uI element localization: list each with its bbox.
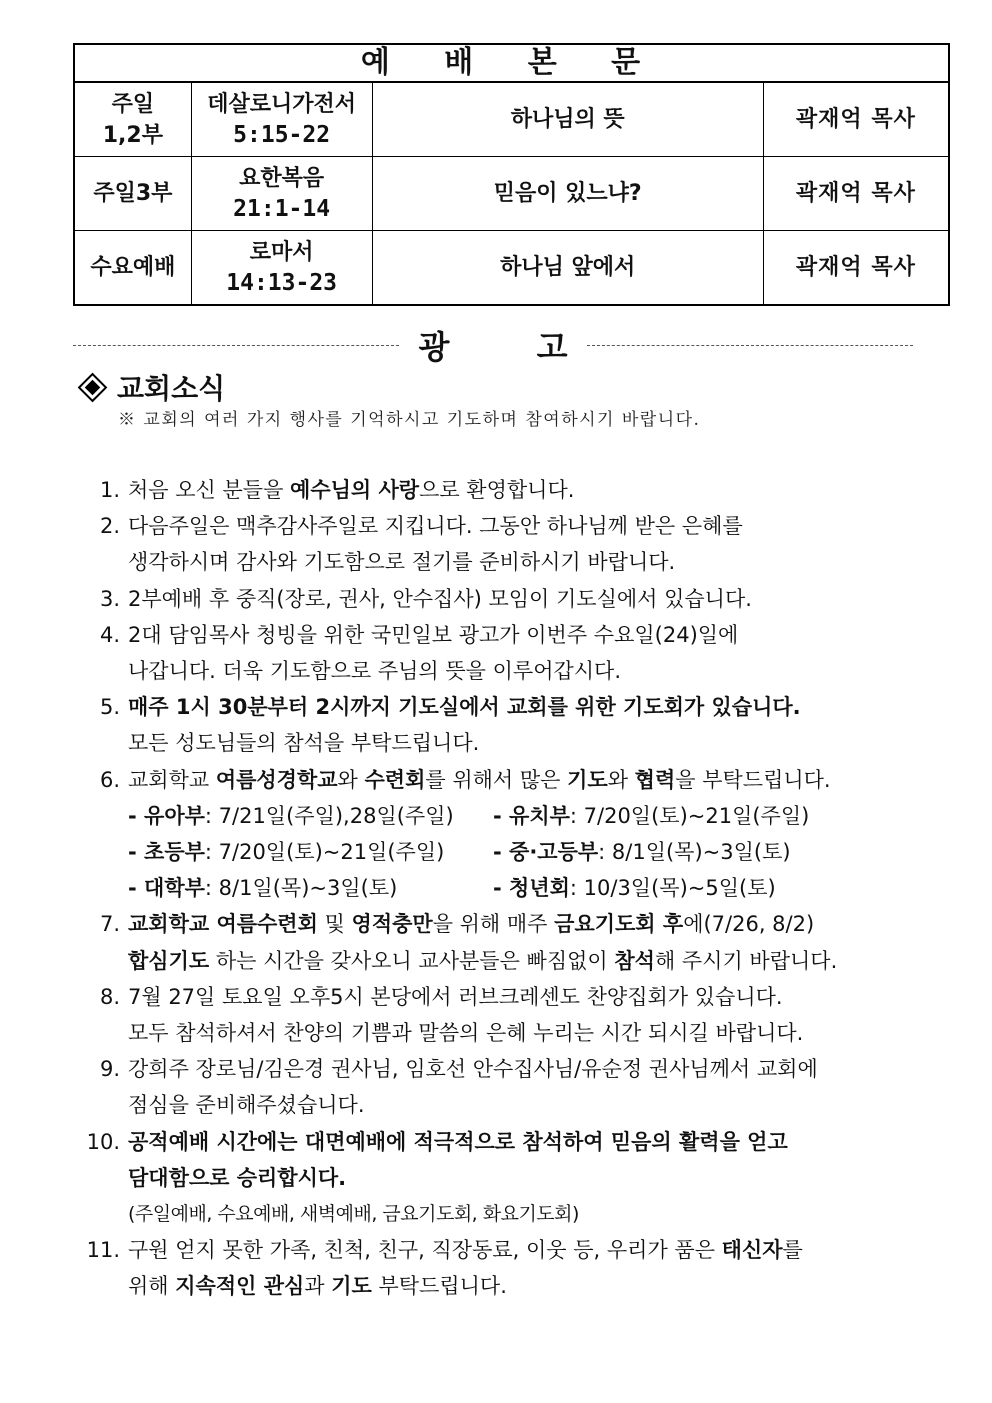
announcement-title: 광 고 bbox=[418, 328, 606, 366]
divider bbox=[587, 345, 913, 346]
sermon-row-wednesday bbox=[74, 231, 949, 306]
scripture-reference: 요한복음 21:1-14 bbox=[191, 157, 372, 231]
list-item: 10. 공적예배 시간에는 대면예배에 적극적으로 참석하여 믿음의 활력을 얻고 담대함으로 승리합시다. (주일예배, 수요예배, 새벽예배, 금요기도회, 화요기도회) bbox=[86, 1129, 788, 1226]
list-item: 4. 2대 담임목사 청빙을 위한 국민일보 광고가 이번주 수요일(24)일에 나갑니다. 더욱 기도함으로 주님의 뜻을 이루어갑시다. bbox=[99, 622, 739, 684]
announcement-list bbox=[72, 472, 892, 1305]
news-note: ※ 교회의 여러 가지 행사를 기억하시고 기도하며 참여하시기 바랍니다. bbox=[118, 410, 701, 430]
news-heading bbox=[76, 367, 225, 407]
list-item: 9. 강희주 장로님/김은경 권사님, 임호선 안수집사님/유순정 권사님께서 교회에 점심을 준비해주셨습니다. bbox=[99, 1057, 818, 1118]
list-item: 11. 구원 얻지 못한 가족, 친척, 친구, 직장동료, 이웃 등, 우리가 품은 태신자를 위해 지속적인 관심과 기도 부탁드립니다. bbox=[86, 1238, 803, 1299]
scripture-reference: 로마서 14:13-23 bbox=[191, 231, 372, 306]
list-item: 5. 매주 1시 30분부터 2시까지 기도실에서 교회를 위한 기도회가 있습니다. 모든 성도님들의 참석을 부탁드립니다. bbox=[99, 695, 801, 756]
sermon-title: 믿음이 있느냐? bbox=[372, 157, 763, 231]
scripture-reference: 데살로니가전서 5:15-22 bbox=[191, 82, 372, 157]
schedule-row: - 유아부: 7/21일(주일),28일(주일) - 유치부: 7/20일(토)~21일(주일) bbox=[128, 803, 810, 828]
list-item: 2. 다음주일은 맥추감사주일로 지킵니다. 그동안 하나님께 받은 은혜를 생각하시며 감사와 기도함으로 절기를 준비하시기 바랍니다. bbox=[99, 514, 743, 575]
sermon-row-sunday-3 bbox=[74, 157, 949, 231]
sermon-table bbox=[73, 43, 950, 306]
service-name: 수요예배 bbox=[74, 231, 191, 306]
announcement-heading bbox=[73, 322, 913, 368]
news-heading-text: 교회소식 bbox=[117, 372, 226, 405]
divider bbox=[73, 345, 399, 346]
schedule-row: - 초등부: 7/20일(토)~21일(주일) - 중·고등부: 8/1일(목)~3일(토) bbox=[128, 840, 791, 865]
list-item: 6. 교회학교 여름성경학교와 수련회를 위해서 많은 기도와 협력을 부탁드립니다. - 유아부: 7/21일(주일),28일(주일) - 유치부: 7/20일(토)~21일(주일) - 초등부: 7/20일(토)~21일(주일) - 중·고등부: 8/1일(목)~3일(토) - 대학부: 8/1일(목)~3일(토) - 청년회: 10/3일(목)~5일(토) bbox=[72, 762, 892, 907]
list-item: 8. 7월 27일 토요일 오후5시 본당에서 러브크레센도 찬양집회가 있습니다. 모두 참석하셔서 찬양의 기쁨과 말씀의 은혜 누리는 시간 되시길 바랍니다. bbox=[99, 984, 804, 1046]
preacher-name: 곽재억 목사 bbox=[763, 231, 949, 306]
sermon-title: 하나님 앞에서 bbox=[372, 231, 763, 306]
sermon-title: 하나님의 뜻 bbox=[372, 82, 763, 157]
sermon-row-sunday-1-2 bbox=[74, 82, 949, 157]
preacher-name: 곽재억 목사 bbox=[763, 82, 949, 157]
list-item: 7. 교회학교 여름수련회 및 영적충만을 위해 매주 금요기도회 후에(7/26, 8/2) 합심기도 하는 시간을 갖사오니 교사분들은 빠짐없이 참석해 주시기 바랍니다. bbox=[99, 912, 838, 973]
sermon-table-title: 예 배 본 문 bbox=[74, 44, 949, 82]
preacher-name: 곽재억 목사 bbox=[763, 157, 949, 231]
schedule-row: - 대학부: 8/1일(목)~3일(토) - 청년회: 10/3일(목)~5일(토) bbox=[128, 876, 776, 901]
service-name: 주일 1,2부 bbox=[74, 82, 191, 157]
list-item: 1. 처음 오신 분들을 예수님의 사랑으로 환영합니다. bbox=[99, 478, 575, 502]
list-item: 3. 2부예배 후 중직(장로, 권사, 안수집사) 모임이 기도실에서 있습니다. bbox=[99, 586, 752, 611]
diamond-bullet-icon bbox=[78, 372, 108, 402]
service-name: 주일3부 bbox=[74, 157, 191, 231]
